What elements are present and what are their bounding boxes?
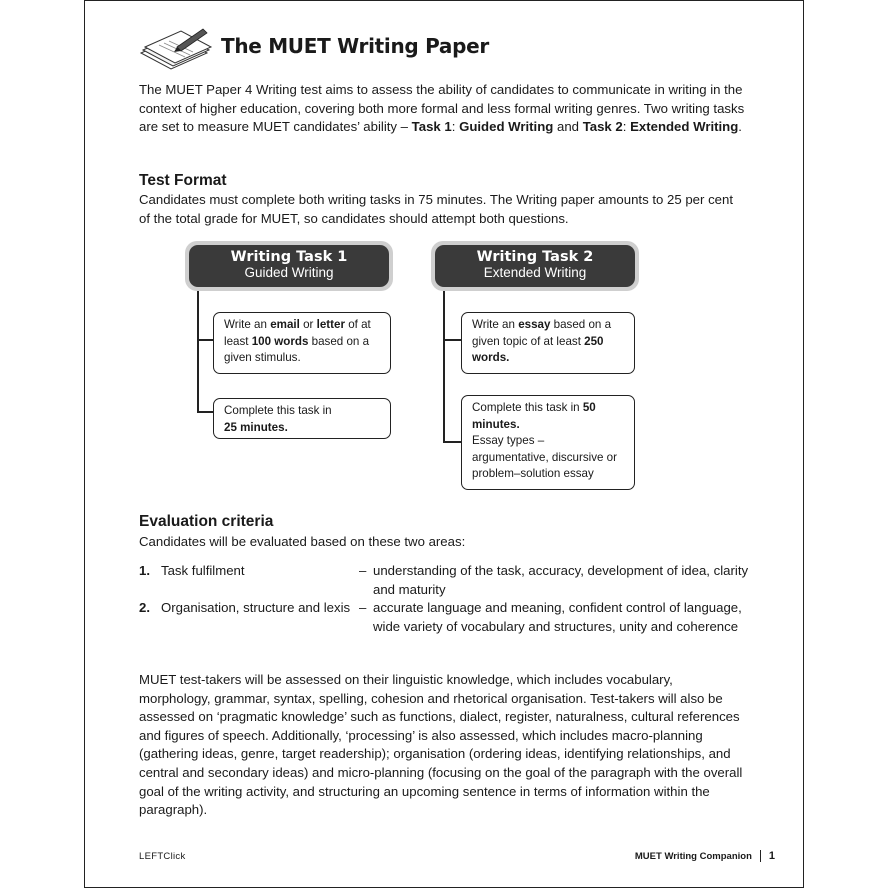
task2-subtitle: Extended Writing (483, 265, 587, 280)
task1-connector (197, 291, 199, 411)
evaluation-intro: Candidates will be evaluated based on these two areas: (139, 534, 466, 549)
task1-title: Writing Task 1 (230, 249, 348, 265)
task2-time-box: Complete this task in 50 minutes. Essay types – argumentative, discursive or problem–solution essay (461, 395, 635, 490)
page-footer (635, 850, 775, 862)
task2-requirement-box: Write an essay based on a given topic of at least 250 words. (461, 312, 635, 374)
intro-paragraph: The MUET Paper 4 Writing test aims to assess the ability of candidates to communicate in writing in the context of higher education, covering both more formal and less formal writing genres. Two writing tasks are set to measure MUET candidates’ ability – Task 1: Guided Writing and Task 2: Extended Writing. (139, 82, 745, 135)
page-title: The MUET Writing Paper (221, 34, 489, 58)
document-page (84, 0, 804, 888)
criterion-1: 1. Task fulfilment – understanding of the task, accuracy, development of idea, clarity and maturity (139, 563, 749, 597)
book-title: MUET Writing Companion (634, 851, 752, 862)
task1-branch-1 (197, 339, 213, 341)
task1-requirement-box: Write an email or letter of at least 100 words based on a given stimulus. (213, 312, 391, 374)
closing-paragraph: MUET test-takers will be assessed on their linguistic knowledge, which includes vocabulary, morphology, grammar, syntax, spelling, cohesion and rhetorical organisation. Test-takers will also be assessed on ‘pragmatic knowledge’ such as functions, dialect, register, naturalness, cultural references and figures of speech. Additionally, ‘processing’ is also assessed, which includes macro-planning (gathering ideas, genre, target readership); organisation (ordering ideas, identifying relationships, and central and secondary ideas) and micro-planning (focusing on the goal of the paragraph with the overall goal of the writing activity, and structuring an upcoming sentence in terms of information within the paragraph). (139, 672, 743, 818)
test-format-heading: Test Format (139, 172, 227, 189)
criterion-2: 2. Organisation, structure and lexis – accurate language and meaning, confident control of language, wide variety of vocabulary and structures, unity and coherence (139, 600, 742, 634)
task1-branch-2 (197, 411, 213, 413)
task2-connector (443, 291, 445, 441)
papers-icon (137, 23, 213, 73)
publisher-logo: LEFTClick (139, 851, 186, 862)
task1-header (185, 241, 393, 291)
task2-title: Writing Task 2 (476, 249, 594, 265)
task1-subtitle: Guided Writing (244, 265, 334, 280)
task1-time-box: Complete this task in 25 minutes. (213, 398, 391, 439)
page-number: 1 (768, 850, 775, 862)
test-format-text: Candidates must complete both writing tasks in 75 minutes. The Writing paper amounts to 25 per cent of the total grade for MUET, so candidates should attempt both questions. (139, 192, 733, 226)
evaluation-heading: Evaluation criteria (139, 513, 274, 530)
task2-header (431, 241, 639, 291)
task2-branch-1 (443, 339, 461, 341)
task2-branch-2 (443, 441, 461, 443)
